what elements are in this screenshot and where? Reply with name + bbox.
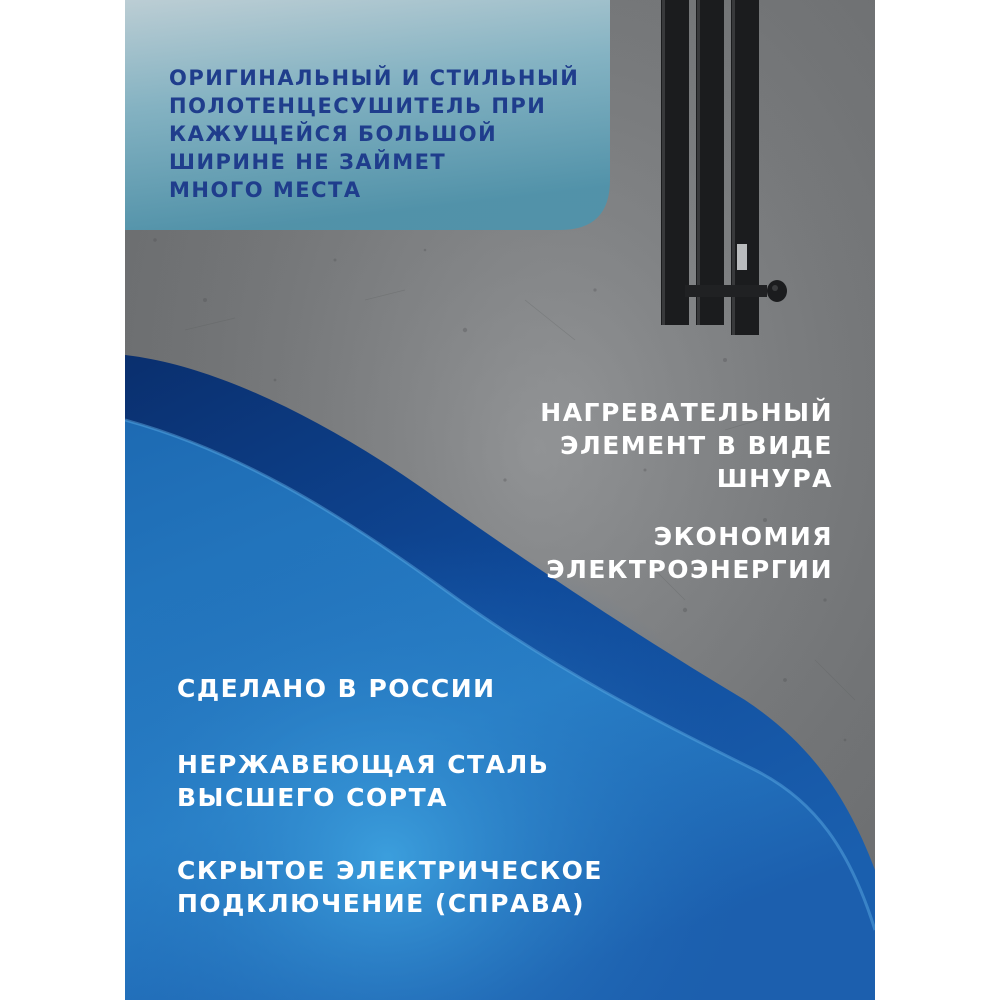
feature-hidden-connection bbox=[177, 854, 603, 920]
feature-line: ЭКОНОМИЯ bbox=[653, 522, 833, 551]
feature-line: СКРЫТОЕ ЭЛЕКТРИЧЕСКОЕ bbox=[177, 856, 603, 885]
banner-card bbox=[125, 0, 875, 1000]
feature-line: ЭЛЕМЕНТ В ВИДЕ bbox=[560, 431, 833, 460]
feature-line: ПОДКЛЮЧЕНИЕ (СПРАВА) bbox=[177, 889, 586, 918]
intro-line: ПОЛОТЕНЦЕСУШИТЕЛЬ ПРИ bbox=[169, 94, 547, 118]
intro-line: КАЖУЩЕЙСЯ БОЛЬШОЙ bbox=[169, 122, 498, 146]
feature-made-in-russia bbox=[177, 672, 496, 705]
feature-line: НЕРЖАВЕЮЩАЯ СТАЛЬ bbox=[177, 750, 550, 779]
intro-line: МНОГО МЕСТА bbox=[169, 178, 362, 202]
feature-energy-saving bbox=[546, 520, 833, 586]
feature-line: ЭЛЕКТРОЭНЕРГИИ bbox=[546, 555, 833, 584]
feature-line: НАГРЕВАТЕЛЬНЫЙ bbox=[540, 398, 833, 427]
feature-line: ШНУРА bbox=[716, 464, 833, 493]
intro-line: ШИРИНЕ НЕ ЗАЙМЕТ bbox=[169, 150, 447, 174]
intro-text bbox=[169, 64, 579, 204]
intro-line: ОРИГИНАЛЬНЫЙ И СТИЛЬНЫЙ bbox=[169, 66, 580, 90]
feature-line: ВЫСШЕГО СОРТА bbox=[177, 783, 448, 812]
feature-line: СДЕЛАНО В РОССИИ bbox=[177, 674, 496, 703]
feature-heating-element bbox=[540, 396, 833, 495]
feature-stainless-steel bbox=[177, 748, 549, 814]
